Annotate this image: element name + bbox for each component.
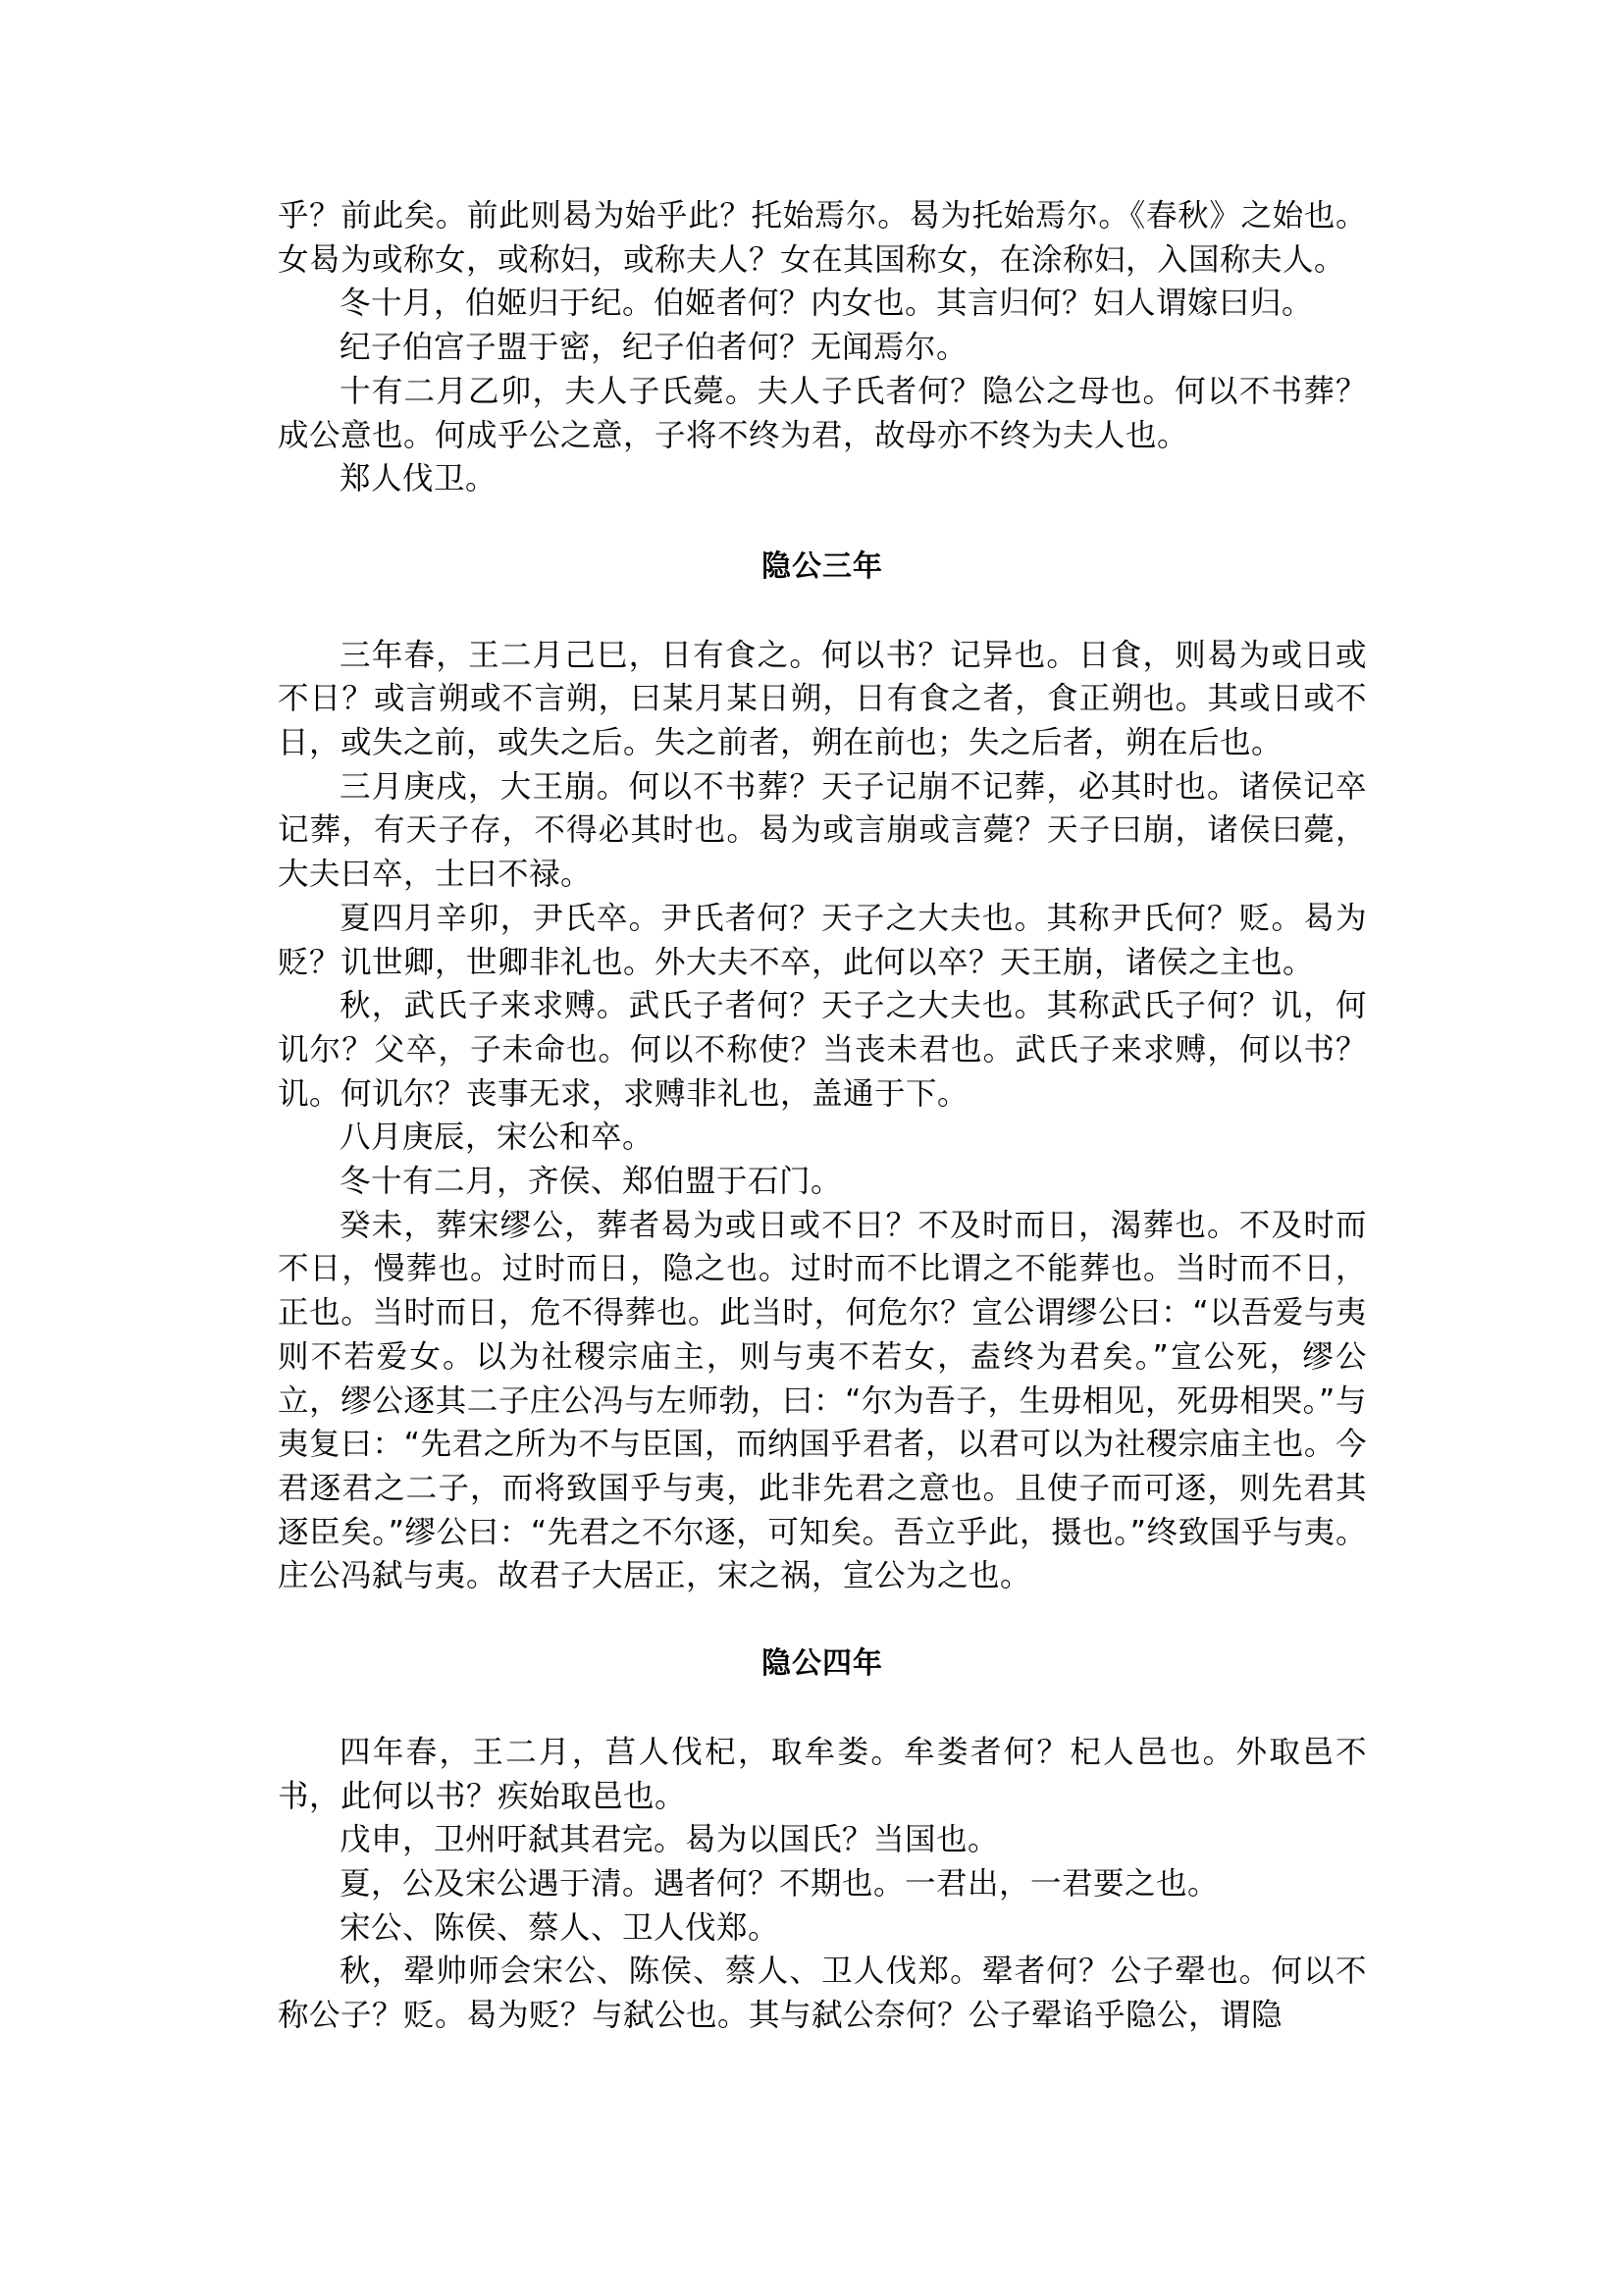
- paragraph: 冬十有二月，齐侯、郑伯盟于石门。: [340, 1164, 843, 1200]
- paragraph: 三年春，王二月己巳，日有食之。何以书？记异也。日食，则曷为或日或不日？或言朔或不言朔，曰某月某日朔，日有食之者，食正朔也。其或日或不日，或失之前，或失之后。失之前者，朔在前也；失之后者，朔在后也。: [278, 637, 1367, 761]
- paragraph: 四年春，王二月，莒人伐杞，取牟娄。牟娄者何？杞人邑也。外取邑不书，此何以书？疾始取邑也。: [278, 1734, 1367, 1814]
- paragraph: 十有二月乙卯，夫人子氏薨。夫人子氏者何？隐公之母也。何以不书葬？成公意也。何成乎公之意，子将不终为君，故母亦不终为夫人也。: [278, 373, 1367, 453]
- section-heading-year-4: 隐公四年: [761, 1646, 883, 1682]
- paragraph: 宋公、陈侯、蔡人、卫人伐郑。: [340, 1909, 780, 1946]
- paragraph: 秋，翚帅师会宋公、陈侯、蔡人、卫人伐郑。翚者何？公子翚也。何以不称公子？贬。曷为贬？与弑公也。其与弑公奈何？公子翚谄乎隐公，谓隐: [278, 1954, 1367, 2034]
- paragraph: 秋，武氏子来求赙。武氏子者何？天子之大夫也。其称武氏子何？讥，何讥尔？父卒，子未命也。何以不称使？当丧未君也。武氏子来求赙，何以书？讥。何讥尔？丧事无求，求赙非礼也，盖通于下。: [278, 988, 1367, 1112]
- document-page: [278, 194, 1367, 2038]
- paragraph: 癸未，葬宋缪公，葬者曷为或日或不日？不及时而日，渴葬也。不及时而不日，慢葬也。过时而日，隐之也。过时而不比谓之不能葬也。当时而不日，正也。当时而日，危不得葬也。此当时，何危尔？宣公谓缪公曰：“以吾爱与夷则不若爱女。以为社稷宗庙主，则与夷不若女，盍终为君矣。”宣公死，缪公立，缪公逐其二子庄公冯与左师勃，曰：“尔为吾子，生毋相见，死毋相哭。”与夷复曰：“先君之所为不与臣国，而纳国乎君者，以君可以为社稷宗庙主也。今君逐君之二子，而将致国乎与夷，此非先君之意也。且使子而可逐，则先君其逐臣矣。”缪公曰：“先君之不尔逐，可知矣。吾立乎此，摄也。”终致国乎与夷。庄公冯弑与夷。故君子大居正，宋之祸，宣公为之也。: [278, 1207, 1367, 1594]
- paragraph: 三月庚戌，大王崩。何以不书葬？天子记崩不记葬，必其时也。诸侯记卒记葬，有天子存，不得必其时也。曷为或言崩或言薨？天子曰崩，诸侯曰薨，大夫曰卒，士曰不禄。: [278, 768, 1367, 893]
- paragraph: 冬十月，伯姬归于纪。伯姬者何？内女也。其言归何？妇人谓嫁曰归。: [340, 286, 1314, 322]
- paragraph: 乎？前此矣。前此则曷为始乎此？托始焉尔。曷为托始焉尔。《春秋》之始也。女曷为或称女，或称妇，或称夫人？女在其国称女，在涂称妇，入国称夫人。: [278, 198, 1367, 278]
- section-heading-year-3: 隐公三年: [761, 548, 883, 584]
- paragraph: 纪子伯宫子盟于密，纪子伯者何？无闻焉尔。: [340, 330, 969, 366]
- paragraph: 夏，公及宋公遇于清。遇者何？不期也。一君出，一君要之也。: [340, 1865, 1220, 1902]
- paragraph: 郑人伐卫。: [340, 461, 498, 497]
- paragraph: 八月庚辰，宋公和卒。: [340, 1120, 655, 1156]
- paragraph: 戊申，卫州吁弑其君完。曷为以国氏？当国也。: [340, 1822, 1000, 1858]
- paragraph: 夏四月辛卯，尹氏卒。尹氏者何？天子之大夫也。其称尹氏何？贬。曷为贬？讥世卿，世卿非礼也。外大夫不卒，此何以卒？天王崩，诸侯之主也。: [278, 900, 1367, 980]
